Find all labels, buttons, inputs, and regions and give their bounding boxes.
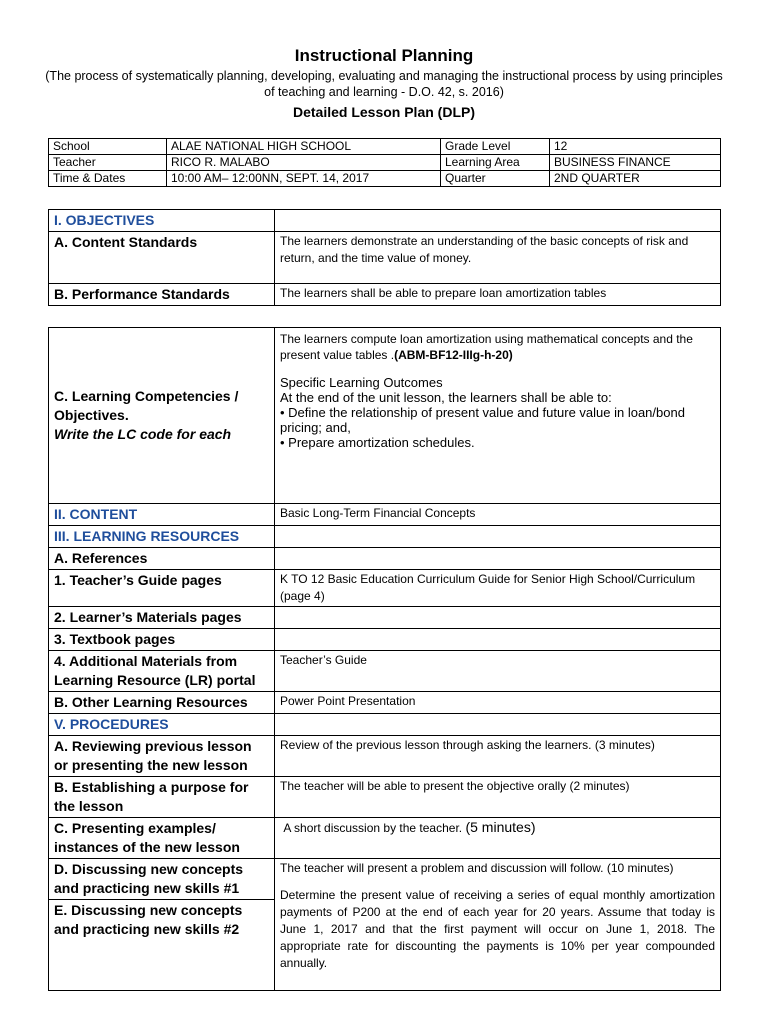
- procedure-c-label: C. Presenting examples/ instances of the new lesson: [49, 818, 275, 859]
- competencies-value: [275, 328, 721, 504]
- grade-label: Grade Level: [441, 139, 550, 155]
- performance-standards-value: The learners shall be able to prepare loan amortization tables: [275, 284, 721, 306]
- procedure-c-text: A short discussion by the teacher.: [283, 821, 463, 835]
- procedure-a-label: A. Reviewing previous lesson or presenting the new lesson: [49, 736, 275, 777]
- procedures-heading: V. PROCEDURES: [49, 714, 275, 736]
- time-value: 10:00 AM– 12:00NN, SEPT. 14, 2017: [167, 171, 441, 187]
- other-resources-value: Power Point Presentation: [275, 692, 721, 714]
- quarter-label: Quarter: [441, 171, 550, 187]
- content-value: Basic Long-Term Financial Concepts: [275, 504, 721, 526]
- resources-heading-empty: [275, 526, 721, 548]
- objectives-heading: I. OBJECTIVES: [49, 210, 275, 232]
- info-table: [48, 138, 721, 187]
- slo-item-1: • Define the relationship of present value and future value in loan/bond: [280, 405, 685, 420]
- grade-value: 12: [550, 139, 721, 155]
- time-label: Time & Dates: [49, 171, 167, 187]
- learners-materials-label: 2. Learner’s Materials pages: [49, 607, 275, 629]
- procedure-de-value: [275, 859, 721, 991]
- procedure-b-value: The teacher will be able to present the objective orally (2 minutes): [275, 777, 721, 818]
- objectives-heading-empty: [275, 210, 721, 232]
- other-resources-label: B. Other Learning Resources: [49, 692, 275, 714]
- slo-title: Specific Learning Outcomes: [280, 375, 443, 390]
- teacher-value: RICO R. MALABO: [167, 155, 441, 171]
- competencies-text-block: [280, 331, 715, 363]
- document-subtitle: (The process of systematically planning, developing, evaluating and managing the instructional process by using principles of teaching and learning - D.O. 42, s. 2016): [45, 69, 723, 99]
- references-label: A. References: [49, 548, 275, 570]
- document-title: Instructional Planning: [294, 46, 474, 65]
- teachers-guide-value: K TO 12 Basic Education Curriculum Guide for Senior High School/Curriculum (page 4): [275, 570, 721, 607]
- procedure-e-label: E. Discussing new concepts and practicing new skills #2: [49, 900, 275, 991]
- school-label: School: [49, 139, 167, 155]
- procedure-c-time: (5 minutes): [465, 819, 536, 835]
- competencies-label: [49, 328, 275, 504]
- procedures-heading-empty: [275, 714, 721, 736]
- performance-standards-label: B. Performance Standards: [49, 284, 275, 306]
- quarter-value: 2ND QUARTER: [550, 171, 721, 187]
- learners-materials-empty: [275, 607, 721, 629]
- content-standards-label: A. Content Standards: [49, 232, 275, 284]
- competencies-code: (ABM-BF12-IIIg-h-20): [394, 348, 513, 362]
- area-value: BUSINESS FINANCE: [550, 155, 721, 171]
- teachers-guide-label: 1. Teacher’s Guide pages: [49, 570, 275, 607]
- competencies-label-line3: Write the LC code for each: [54, 426, 232, 442]
- slo-intro: At the end of the unit lesson, the learners shall be able to:: [280, 390, 612, 405]
- procedure-b-label: B. Establishing a purpose for the lesson: [49, 777, 275, 818]
- competencies-label-line2: Objectives.: [54, 407, 129, 423]
- resources-heading: III. LEARNING RESOURCES: [49, 526, 275, 548]
- additional-materials-value: Teacher’s Guide: [275, 651, 721, 692]
- procedure-c-value: [275, 818, 721, 859]
- additional-materials-label: 4. Additional Materials from Learning Resource (LR) portal: [49, 651, 275, 692]
- references-empty: [275, 548, 721, 570]
- textbook-empty: [275, 629, 721, 651]
- lesson-plan-table: [48, 327, 721, 991]
- procedure-d-value: The teacher will present a problem and discussion will follow. (10 minutes): [280, 861, 674, 875]
- teacher-label: Teacher: [49, 155, 167, 171]
- textbook-label: 3. Textbook pages: [49, 629, 275, 651]
- content-standards-value: The learners demonstrate an understanding of the basic concepts of risk and return, and the time value of money.: [275, 232, 721, 284]
- plan-title: Detailed Lesson Plan (DLP): [292, 104, 476, 120]
- area-label: Learning Area: [441, 155, 550, 171]
- procedure-e-value: Determine the present value of receiving a series of equal monthly amortization payments of P200 at the end of each year for 20 years. Assume that today is June 1, 2017 and that the first payment will occur on June 1, 2018. The appropriate rate for discounting the payments is 10% per year compounded annually.: [280, 888, 715, 970]
- procedure-a-value: Review of the previous lesson through asking the learners. (3 minutes): [275, 736, 721, 777]
- procedure-d-label: D. Discussing new concepts and practicing new skills #1: [49, 859, 275, 900]
- objectives-table: [48, 209, 721, 306]
- competencies-text: The learners compute loan amortization using mathematical concepts and the present value tables .: [280, 332, 693, 362]
- school-value: ALAE NATIONAL HIGH SCHOOL: [167, 139, 441, 155]
- content-heading: II. CONTENT: [49, 504, 275, 526]
- competencies-label-line1: C. Learning Competencies /: [54, 388, 239, 404]
- slo-item-1b: pricing; and,: [280, 420, 351, 435]
- slo-item-2: • Prepare amortization schedules.: [280, 435, 475, 450]
